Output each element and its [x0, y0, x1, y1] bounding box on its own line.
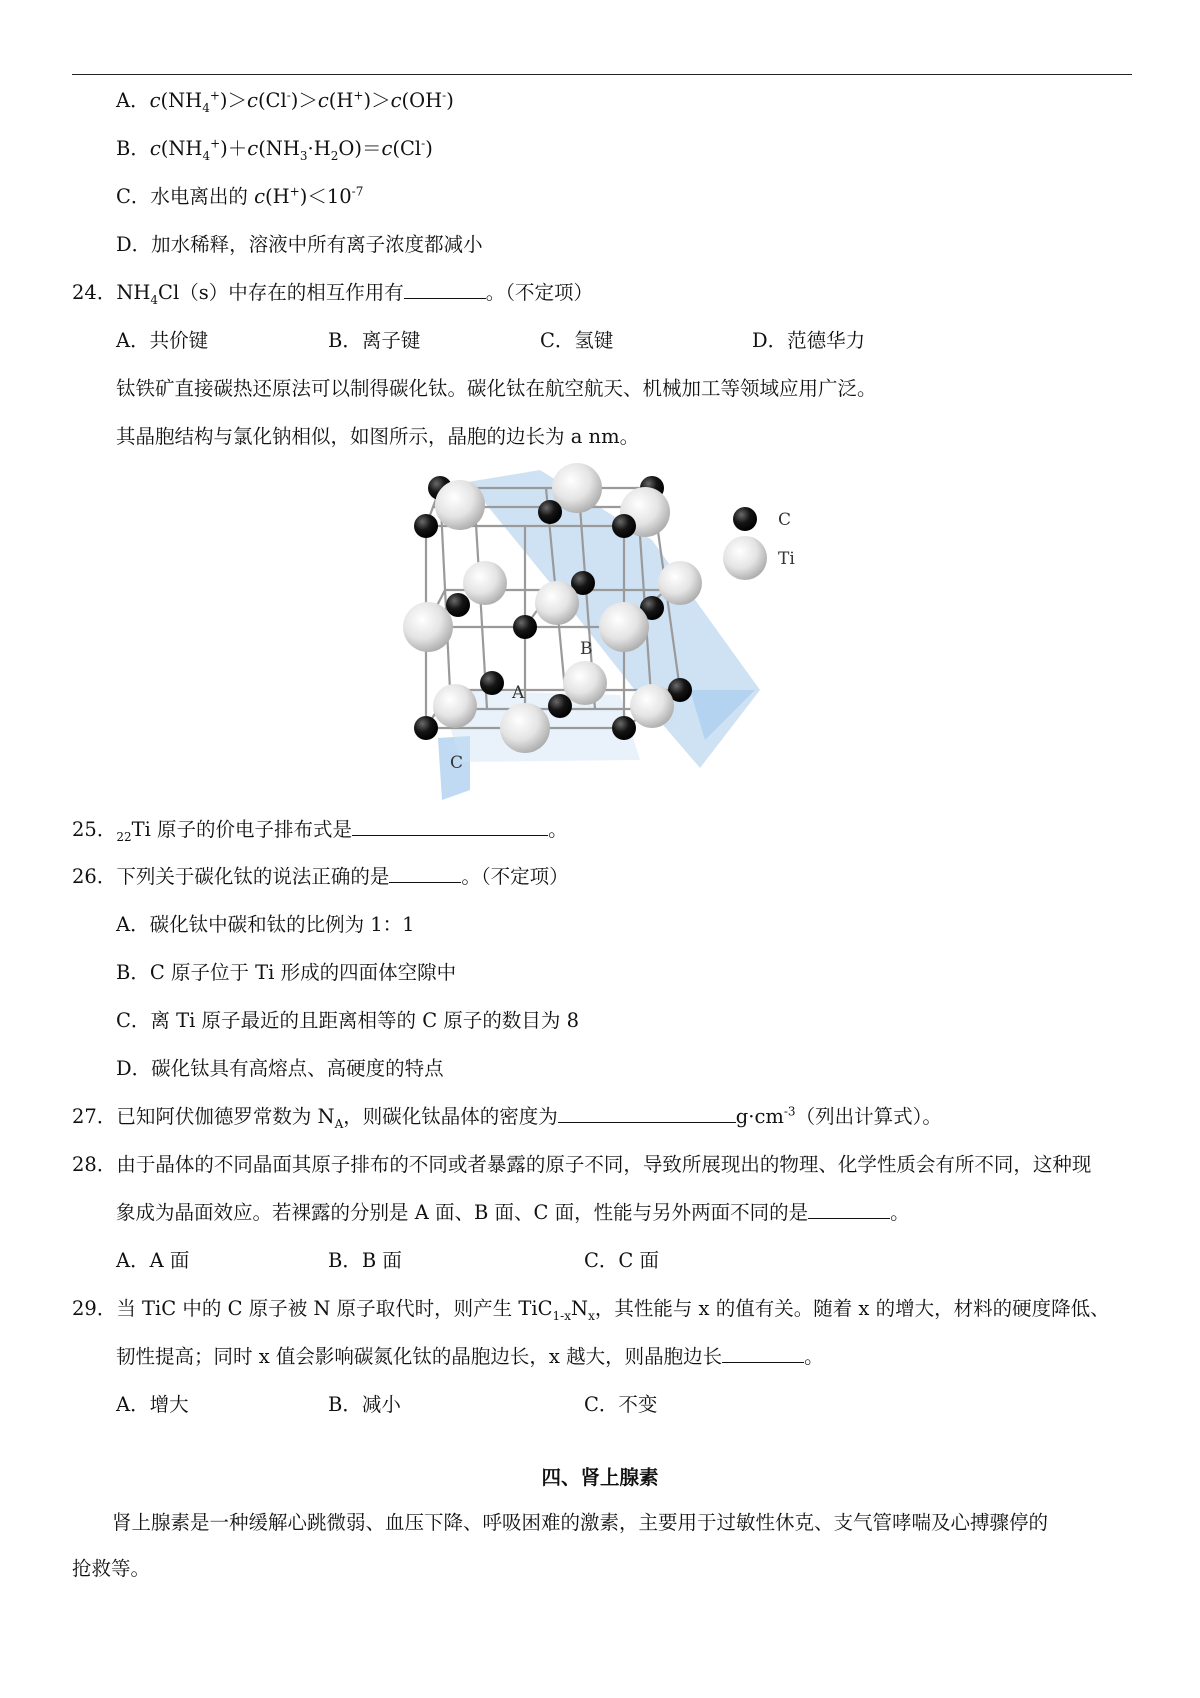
answer-blank[interactable] — [722, 1344, 804, 1363]
answer-blank[interactable] — [404, 280, 486, 299]
q24-stem: 24．$NH_4Cl(s)$中存在的相互作用有 。（不定项） — [72, 281, 593, 307]
crystal-cell-figure — [380, 455, 820, 805]
q29-option-a: A．增大 — [116, 1393, 189, 1416]
q28-option-b: B．B 面 — [328, 1249, 402, 1272]
q29-option-c: C．不变 — [584, 1393, 658, 1416]
q29-stem-line-2: 韧性提高；同时 x 值会影响碳氮化钛的晶胞边长，x 越大，则晶胞边长 。 — [116, 1345, 824, 1368]
q24-option-d: D．范德华力 — [752, 329, 866, 352]
q26-stem: 26．下列关于碳化钛的说法正确的是 。（不定项） — [72, 865, 569, 888]
section4-paragraph-line-2: 抢救等。 — [72, 1557, 151, 1580]
section-title: 四、肾上腺素 — [541, 1466, 659, 1489]
answer-blank[interactable] — [389, 864, 461, 883]
legend-c-marker — [733, 507, 757, 531]
q24-option-b: B．离子键 — [328, 329, 421, 352]
q27-stem: 27．已知阿伏伽德罗常数为 $N_A$，则碳化钛晶体的密度为 $g\cdot cm^{-3}$（列出计算式）。 — [72, 1104, 942, 1131]
legend-ti-marker — [723, 536, 767, 580]
atoms — [403, 463, 702, 753]
answer-blank[interactable] — [352, 817, 548, 836]
answer-blank[interactable] — [558, 1104, 736, 1123]
q28-option-a: A．A 面 — [116, 1249, 190, 1272]
q26-option-a: A．碳化钛中碳和钛的比例为 1：1 — [116, 913, 415, 936]
q28-option-c: C．C 面 — [584, 1249, 660, 1272]
q26-option-d: D．碳化钛具有高熔点、高硬度的特点 — [116, 1057, 444, 1080]
q23-option-d: D．加水稀释，溶液中所有离子浓度都减小 — [116, 233, 483, 256]
plane-label-b: B — [580, 639, 593, 659]
section4-paragraph-line-1: 肾上腺素是一种缓解心跳微弱、血压下降、呼吸困难的激素，主要用于过敏性休克、支气管哮喘及心搏骤停的 — [112, 1511, 1049, 1534]
q29-option-b: B．减小 — [328, 1393, 401, 1416]
q26-option-c: C．离 Ti 原子最近的且距离相等的 C 原子的数目为 8 — [116, 1009, 579, 1032]
legend-label-c: C — [778, 510, 792, 530]
intro-line-2: 其晶胞结构与氯化钠相似，如图所示，晶胞的边长为 a nm。 — [116, 425, 640, 448]
q23-option-c: C．水电离出的 $c(H^+)<10^{-7}$ — [116, 184, 364, 208]
q24-option-c: C．氢键 — [540, 329, 614, 352]
intro-line-1: 钛铁矿直接碳热还原法可以制得碳化钛。碳化钛在航空航天、机械加工等领域应用广泛。 — [116, 377, 877, 400]
q24-option-a: A．共价键 — [116, 329, 209, 352]
answer-blank[interactable] — [808, 1200, 890, 1219]
plane-label-a: A — [512, 683, 525, 703]
plane-label-c: C — [450, 753, 464, 773]
q25-stem: 25．$_{22}$Ti 原子的价电子排布式是 。 — [72, 818, 568, 844]
q26-option-b: B．C 原子位于 Ti 形成的四面体空隙中 — [116, 961, 457, 984]
q28-stem-line-2: 象成为晶面效应。若裸露的分别是 A 面、B 面、C 面，性能与另外两面不同的是 。 — [116, 1201, 910, 1224]
q29-stem-line-1: 29．当 TiC 中的 C 原子被 N 原子取代时，则产生 $TiC_{1-x}N_x$，其性能与 x 的值有关。随着 x 的增大，材料的硬度降低、 — [72, 1297, 1110, 1323]
q23-option-a: A．$c(NH_4^+)>c(Cl^-)>c(H^+)>c(OH^-)$ — [116, 88, 454, 115]
q28-stem-line-1: 28．由于晶体的不同晶面其原子排布的不同或者暴露的原子不同，导致所展现出的物理、化学性质会有所不同，这种现 — [72, 1153, 1092, 1176]
legend-label-ti: Ti — [778, 549, 795, 569]
q23-option-b: B．$c(NH_4^+)+c(NH_3\cdot H_2O)=c(Cl^-)$ — [116, 136, 433, 163]
header-rule — [72, 74, 1132, 75]
